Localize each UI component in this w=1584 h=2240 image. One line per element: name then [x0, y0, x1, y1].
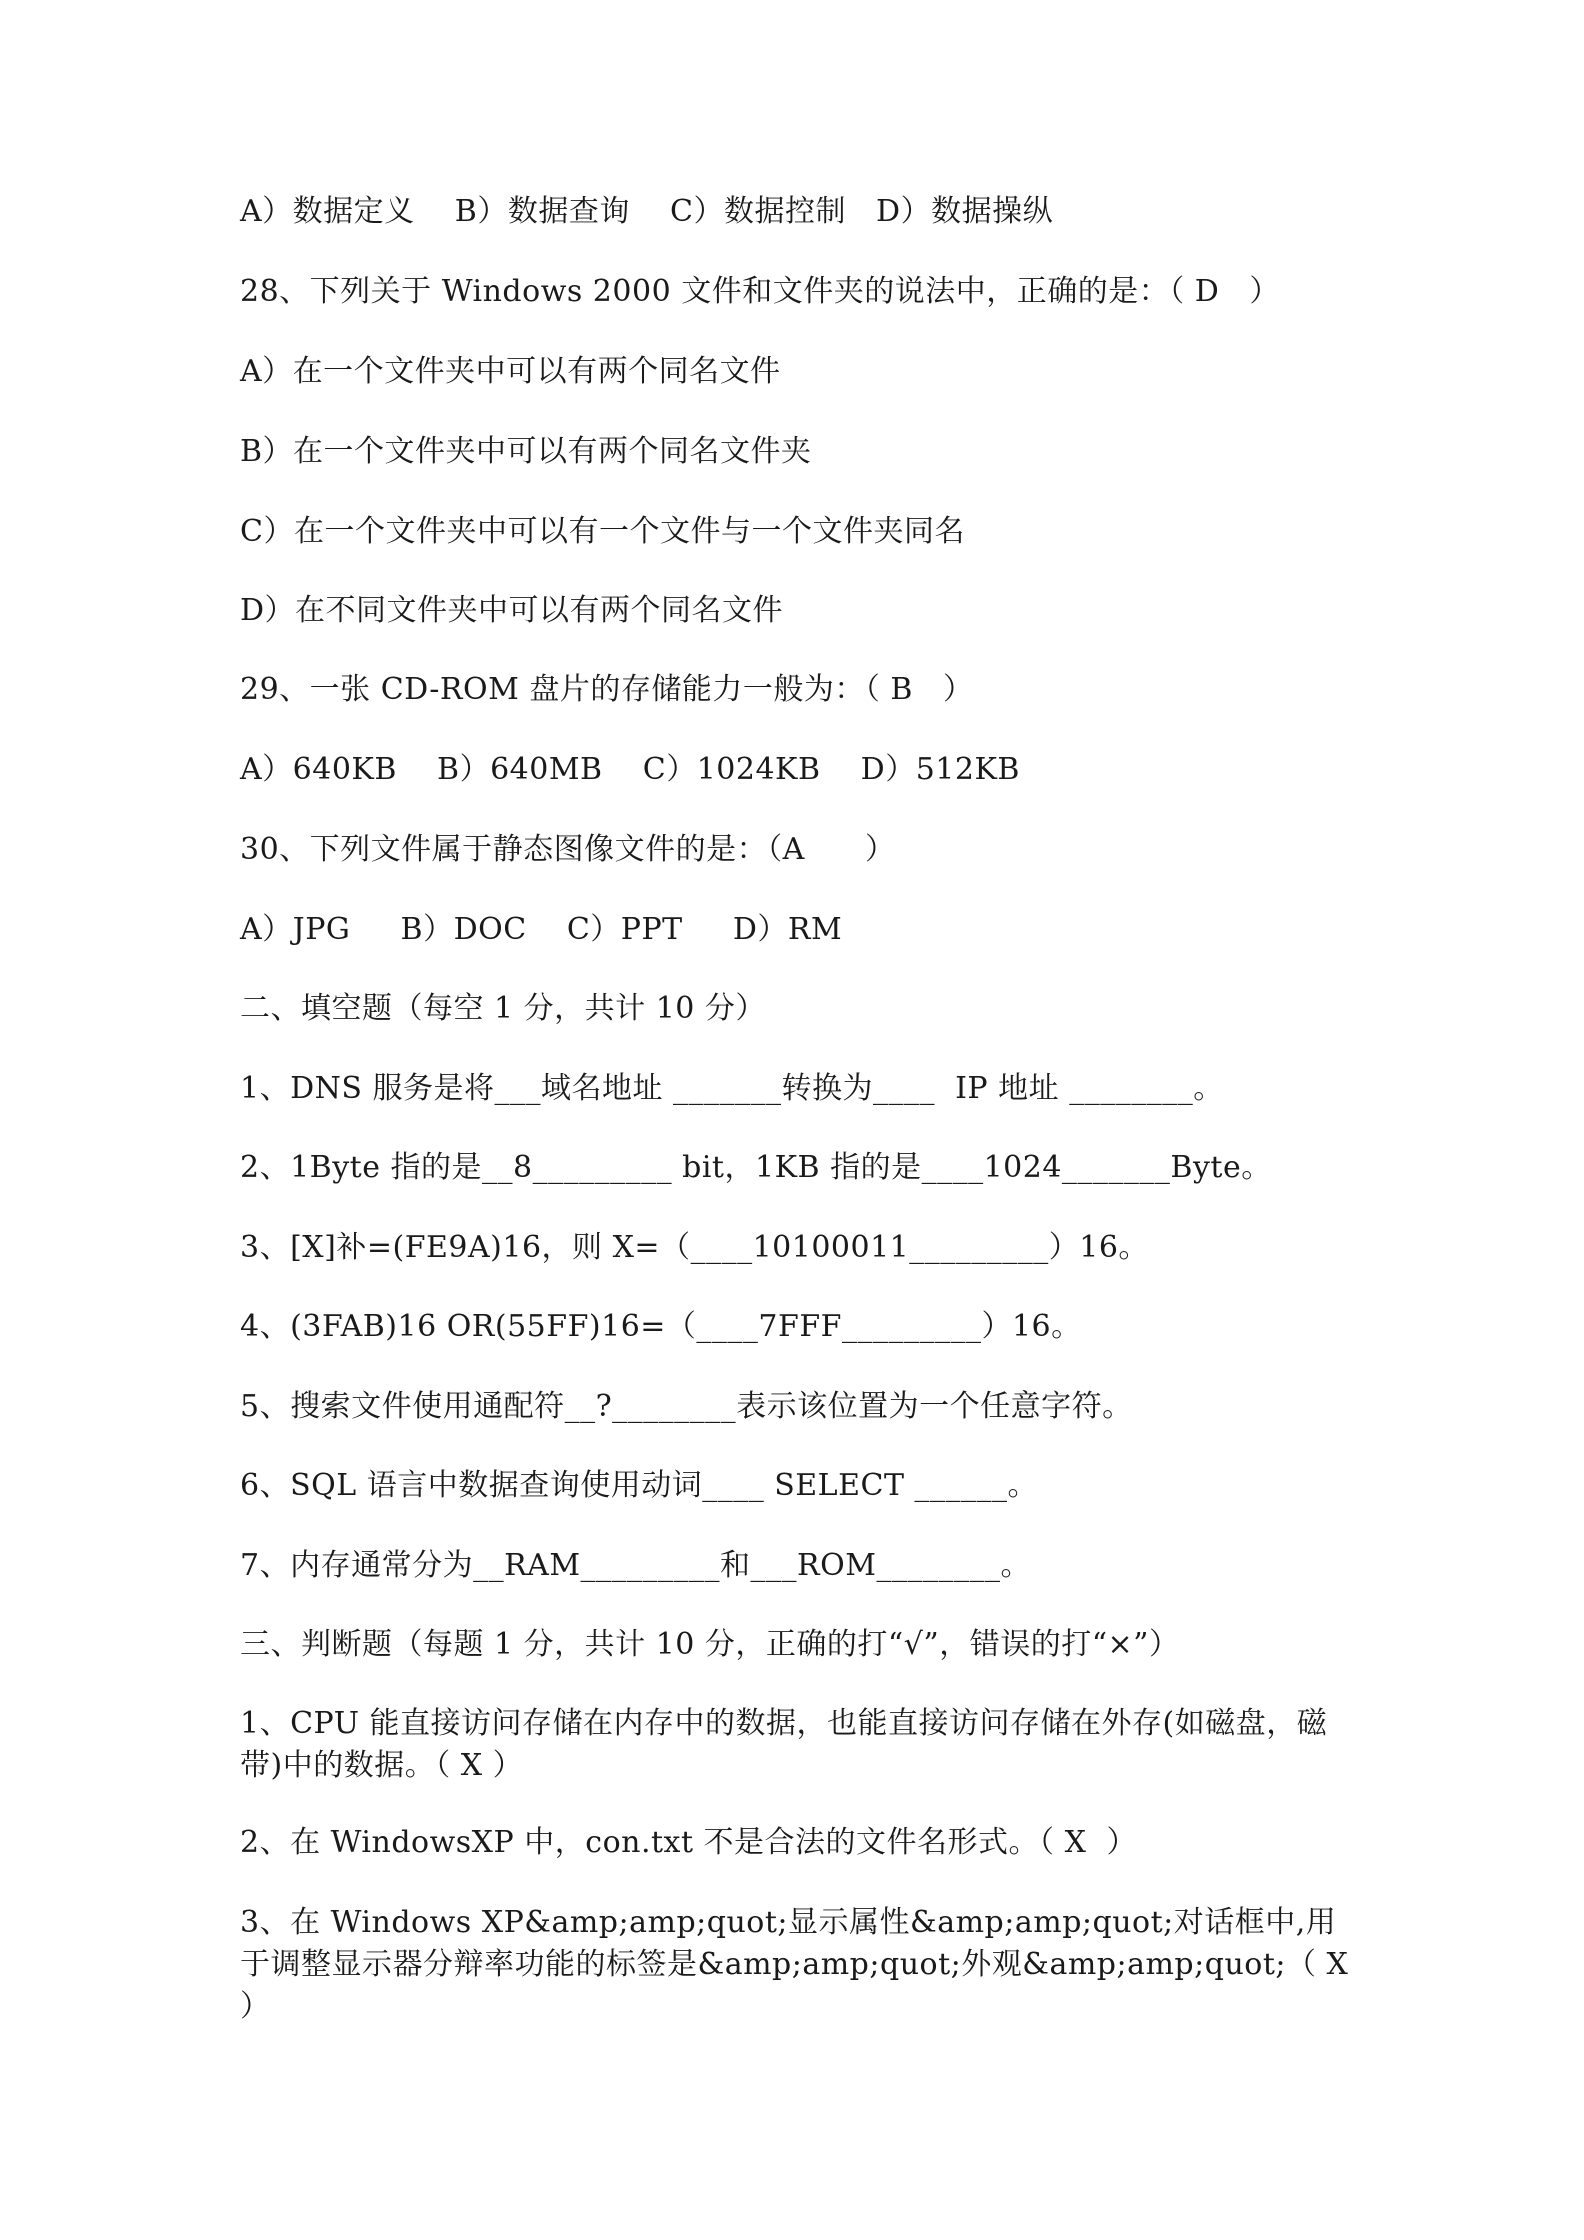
- q28-option-d: D）在不同文件夹中可以有两个同名文件: [240, 593, 784, 628]
- judge-question-2: 2、在 WindowsXP 中，con.txt 不是合法的文件名形式。（ X ）: [240, 1825, 1138, 1860]
- fill-question-2: 2、1Byte 指的是__8_________ bit，1KB 指的是____1024_______Byte。: [240, 1150, 1272, 1185]
- q28-option-b: B）在一个文件夹中可以有两个同名文件夹: [240, 434, 812, 469]
- q28-question: 28、下列关于 Windows 2000 文件和文件夹的说法中，正确的是：（ D ）: [240, 274, 1280, 309]
- q30-question: 30、下列文件属于静态图像文件的是：（A ）: [240, 832, 896, 867]
- fill-question-6: 6、SQL 语言中数据查询使用动词____ SELECT ______。: [240, 1468, 1038, 1503]
- q29-question: 29、一张 CD-ROM 盘片的存储能力一般为：（ B ）: [240, 672, 974, 707]
- q28-option-c: C）在一个文件夹中可以有一个文件与一个文件夹同名: [240, 514, 965, 549]
- q27-options: A）数据定义 B）数据查询 C）数据控制 D）数据操纵: [240, 194, 1054, 229]
- judge-question-1: 1、CPU 能直接访问存储在内存中的数据，也能直接访问存储在外存(如磁盘，磁带)中的数据。（ X ）: [240, 1706, 1328, 1783]
- fill-question-3: 3、[X]补=(FE9A)16，则 X=（____10100011_________）16。: [240, 1230, 1149, 1265]
- fill-question-5: 5、搜索文件使用通配符__?________表示该位置为一个任意字符。: [240, 1389, 1133, 1424]
- q29-options: A）640KB B）640MB C）1024KB D）512KB: [240, 752, 1020, 787]
- q30-options: A）JPG B）DOC C）PPT D）RM: [240, 912, 843, 947]
- section-judgement-heading: 三、判断题（每题 1 分，共计 10 分，正确的打“√”，错误的打“×”）: [240, 1627, 1180, 1662]
- judge-question-3: 3、在 Windows XP&amp;amp;quot;显示属性&amp;amp;quot;对话框中,用于调整显示器分辩率功能的标签是&amp;amp;quot;外观&amp;amp;quot;（ X ）: [240, 1905, 1349, 2024]
- fill-question-4: 4、(3FAB)16 OR(55FF)16=（____7FFF_________）16。: [240, 1309, 1082, 1344]
- q28-option-a: A）在一个文件夹中可以有两个同名文件: [240, 354, 781, 389]
- section-fill-in-heading: 二、填空题（每空 1 分，共计 10 分）: [240, 991, 766, 1026]
- fill-question-1: 1、DNS 服务是将___域名地址 _______转换为____ IP 地址 ________。: [240, 1071, 1224, 1106]
- fill-question-7: 7、内存通常分为__RAM_________和___ROM________。: [240, 1548, 1031, 1583]
